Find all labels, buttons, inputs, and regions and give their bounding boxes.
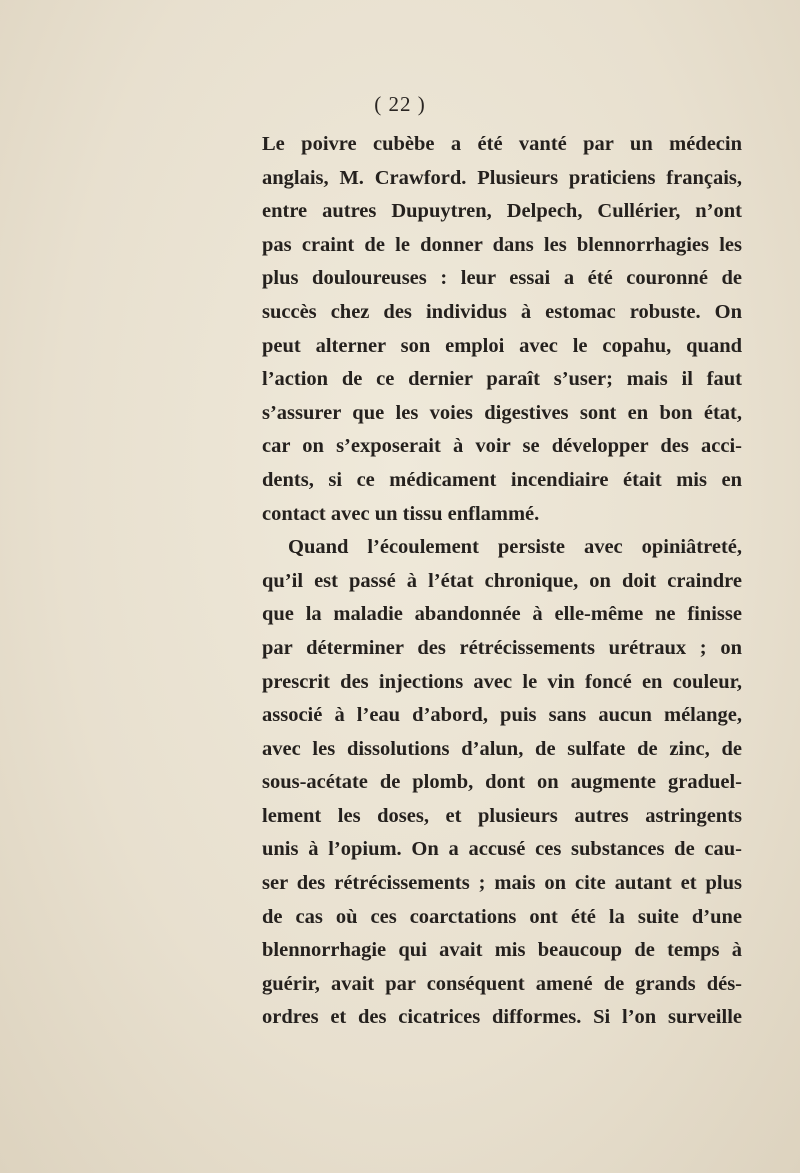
page-number: ( 22 ): [374, 92, 426, 116]
text-line: Le poivre cubèbe a été vanté par un médecin: [262, 133, 742, 155]
text-line: plus douloureuses : leur essai a été couronné de: [262, 267, 742, 290]
text-line-paragraph-start: Quand l’écoulement persiste avec opiniâtreté,: [288, 536, 742, 559]
text-line: dents, si ce médicament incendiaire était mis en: [262, 468, 742, 491]
text-line: anglais, M. Crawford. Plusieurs praticiens français,: [262, 166, 742, 189]
text-line: s’assurer que les voies digestives sont en bon état,: [262, 401, 742, 424]
text-line-paragraph-end: contact avec un tissu enflammé.: [262, 502, 540, 525]
text-line: entre autres Dupuytren, Delpech, Cullérier, n’ont: [262, 200, 742, 223]
text-line: pas craint de le donner dans les blennorrhagies les: [262, 233, 742, 256]
text-line: prescrit des injections avec le vin foncé en couleur,: [262, 670, 742, 693]
text-line: qu’il est passé à l’état chronique, on doit craindre: [262, 569, 742, 592]
text-line: ordres et des cicatrices difformes. Si l’on surveille: [262, 1006, 742, 1029]
text-line: associé à l’eau d’abord, puis sans aucun mélange,: [262, 704, 742, 727]
text-line: l’action de ce dernier paraît s’user; mais il faut: [262, 368, 742, 391]
text-line: que la maladie abandonnée à elle-même ne finisse: [262, 603, 742, 626]
text-line: ser des rétrécissements ; mais on cite autant et plus: [262, 872, 742, 895]
text-line: blennorrhagie qui avait mis beaucoup de temps à: [262, 939, 742, 962]
text-line: lement les doses, et plusieurs autres astringents: [262, 804, 742, 827]
text-line: car on s’exposerait à voir se développer des acci-: [262, 435, 742, 458]
text-line: par déterminer des rétrécissements urétraux ; on: [262, 636, 742, 659]
text-line: avec les dissolutions d’alun, de sulfate de zinc, de: [262, 737, 742, 760]
text-line: peut alterner son emploi avec le copahu, quand: [262, 334, 742, 357]
text-line: succès chez des individus à estomac robuste. On: [262, 300, 742, 323]
text-line: sous-acétate de plomb, dont on augmente graduel-: [262, 771, 742, 794]
text-line: guérir, avait par conséquent amené de grands dés-: [262, 972, 742, 995]
text-line: unis à l’opium. On a accusé ces substances de cau-: [262, 838, 742, 861]
body-text: [262, 128, 742, 1035]
text-line: de cas où ces coarctations ont été la suite d’une: [262, 905, 742, 928]
